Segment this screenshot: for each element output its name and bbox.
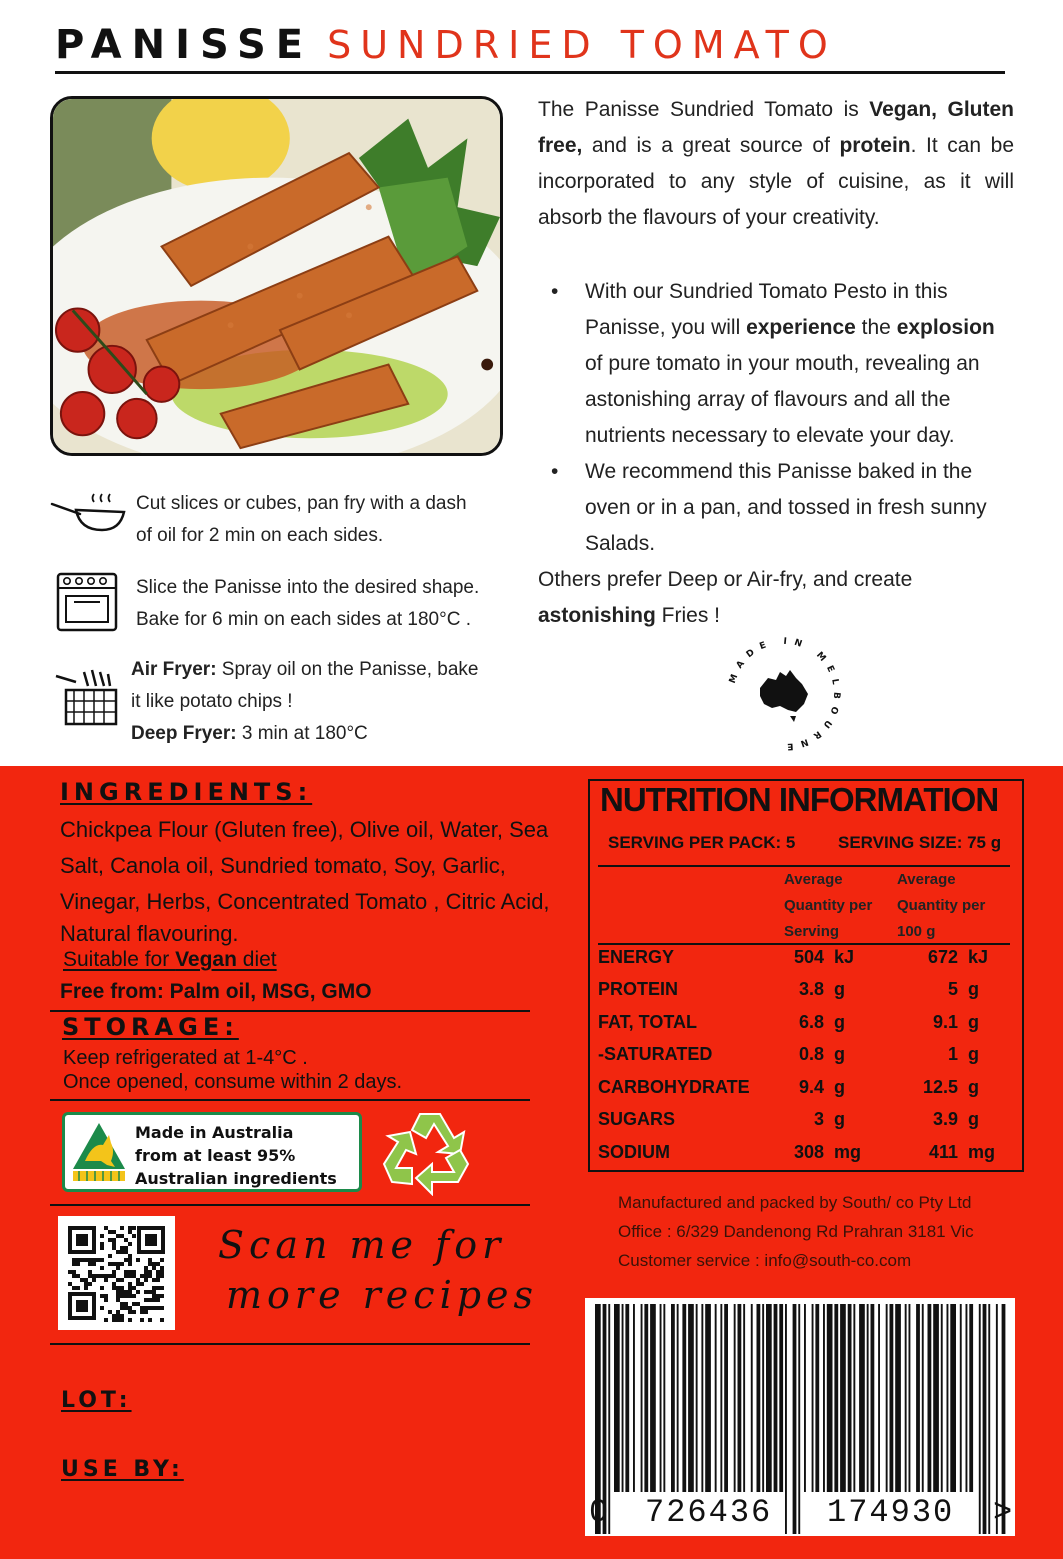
customer-service-line: Customer service : info@south-co.com bbox=[618, 1251, 912, 1270]
product-photo bbox=[50, 96, 503, 456]
serving-unit: g bbox=[834, 1109, 845, 1129]
flavour-title: SUNDRIED TOMATO bbox=[327, 23, 837, 67]
suitable-bold: Vegan bbox=[175, 948, 237, 971]
nutrition-row bbox=[598, 1073, 1010, 1105]
address-line: Office : 6/329 Dandenong Rd Prahran 3181 Vic bbox=[618, 1222, 974, 1241]
scan-message bbox=[218, 1220, 538, 1320]
header-line: Serving bbox=[784, 923, 840, 940]
origin-line: Made in Australia bbox=[135, 1123, 294, 1142]
per100-value: 5 bbox=[947, 979, 958, 999]
bullet-bold: experience bbox=[746, 316, 856, 339]
nutrition-row bbox=[598, 1138, 1010, 1170]
ingredients-line: Salt, Canola oil, Sundried tomato, Soy, Garlic, bbox=[60, 853, 506, 878]
barcode-digits-right: 174930 bbox=[827, 1494, 955, 1531]
barcode-digits-left: 726436 bbox=[645, 1494, 773, 1531]
fries-bold: astonishing bbox=[538, 604, 656, 627]
serving-unit: kJ bbox=[834, 947, 855, 967]
per100-unit: g bbox=[968, 1044, 979, 1064]
per100-unit: g bbox=[968, 1012, 979, 1032]
bullet-text: We recommend this Panisse baked in the oven or in a pan, and tossed in fresh sunny Salads. bbox=[585, 460, 987, 555]
nutrient-name: ENERGY bbox=[598, 947, 675, 967]
header-line: 100 g bbox=[897, 923, 936, 940]
made-in-melbourne-badge bbox=[724, 634, 844, 754]
per100-column-header bbox=[897, 867, 1013, 945]
free-from: Free from: Palm oil, MSG, GMO bbox=[60, 980, 372, 1003]
scan-line: more recipes bbox=[226, 1273, 539, 1317]
bullet-dot: • bbox=[551, 460, 559, 483]
origin-text bbox=[135, 1121, 337, 1190]
suitable-text: Suitable for bbox=[63, 948, 176, 971]
ingredients-line: Natural flavouring. bbox=[60, 921, 239, 946]
air-fryer-line: it like potato chips ! bbox=[131, 691, 293, 712]
recycle-icon bbox=[382, 1108, 478, 1196]
serving-unit: g bbox=[834, 1077, 845, 1097]
serving-value: 308 bbox=[793, 1142, 824, 1162]
header-line: Quantity per bbox=[897, 897, 986, 914]
fries-text: Fries ! bbox=[655, 604, 721, 627]
made-in-australia-badge bbox=[62, 1112, 362, 1192]
per100-value: 672 bbox=[927, 947, 958, 967]
serving-value: 3 bbox=[813, 1109, 824, 1129]
manufacturer-line: Manufactured and packed by South/ co Pty Ltd bbox=[618, 1193, 972, 1212]
ingredients-line: Chickpea Flour (Gluten free), Olive oil, Water, Sea bbox=[60, 817, 549, 842]
divider bbox=[50, 1099, 530, 1101]
divider bbox=[50, 1010, 530, 1012]
feature-list bbox=[545, 274, 1015, 562]
ingredients-list bbox=[60, 812, 580, 948]
nutrition-row bbox=[598, 1105, 1010, 1137]
nutrition-row bbox=[598, 975, 1010, 1007]
fryer-instructions bbox=[131, 654, 511, 750]
nutrient-name: FAT, TOTAL bbox=[598, 1012, 697, 1032]
australia-map-icon bbox=[760, 670, 808, 712]
serving-value: 9.4 bbox=[798, 1077, 824, 1097]
lot-label: LOT: bbox=[61, 1388, 132, 1413]
air-fryer-line bbox=[131, 654, 511, 686]
serving-value: 6.8 bbox=[798, 1012, 824, 1032]
barcode-arrow: > bbox=[993, 1494, 1015, 1531]
bullet-text: the bbox=[855, 316, 897, 339]
use-by-label: USE BY: bbox=[61, 1457, 184, 1482]
header-line: Quantity per bbox=[784, 897, 873, 914]
per100-unit: g bbox=[968, 1077, 979, 1097]
pan-line: of oil for 2 min on each sides. bbox=[136, 525, 384, 546]
origin-line: from at least 95% bbox=[135, 1146, 296, 1165]
desc-text: . It can be incorporated to any style of cuisine, as it will absorb the flavours of your creativity. bbox=[538, 134, 1014, 229]
oven-instructions bbox=[136, 572, 526, 636]
desc-bold-vegan: Vegan, Gluten free, bbox=[538, 98, 1015, 157]
qr-code-graphic bbox=[58, 1216, 175, 1330]
bullet-text: With our Sundried Tomato Pesto in this Panisse, you will bbox=[585, 280, 948, 339]
per100-value: 411 bbox=[928, 1142, 958, 1162]
divider bbox=[50, 1343, 530, 1345]
storage-title: STORAGE: bbox=[62, 1013, 239, 1041]
barcode-icon bbox=[585, 1298, 1015, 1536]
nutrient-name: CARBOHYDRATE bbox=[598, 1077, 750, 1097]
serving-unit: g bbox=[834, 979, 845, 999]
header-line: Average bbox=[784, 871, 843, 888]
serving-value: 0.8 bbox=[798, 1044, 824, 1064]
air-fryer-text: Spray oil on the Panisse, bake bbox=[216, 659, 479, 680]
divider bbox=[50, 1204, 530, 1206]
storage-text bbox=[63, 1046, 402, 1094]
per100-value: 3.9 bbox=[932, 1109, 958, 1129]
air-fryer-label: Air Fryer: bbox=[131, 659, 217, 680]
nutrient-name: SUGARS bbox=[598, 1109, 676, 1129]
serving-unit: g bbox=[834, 1044, 845, 1064]
nutrition-row bbox=[598, 943, 1010, 975]
list-item bbox=[545, 454, 1015, 562]
page-header bbox=[55, 20, 1005, 74]
fries-text: Others prefer Deep or Air-fry, and create bbox=[538, 568, 913, 591]
bullet-text: of pure tomato in your mouth, revealing an astonishing array of flavours and all the nutrients necessary to elevate your day. bbox=[585, 352, 980, 447]
oven-icon bbox=[56, 572, 118, 632]
desc-bold-protein: protein bbox=[839, 134, 911, 157]
manufacturer-info bbox=[618, 1188, 1018, 1275]
product-description bbox=[538, 92, 1014, 236]
oven-line: Slice the Panisse into the desired shape. bbox=[136, 577, 480, 598]
nutrition-title: NUTRITION INFORMATION bbox=[600, 781, 999, 818]
ingredients-title: INGREDIENTS: bbox=[60, 778, 313, 806]
serving-per-pack: SERVING PER PACK: 5 bbox=[608, 833, 796, 852]
nutrition-row bbox=[598, 1040, 1010, 1072]
barcode-digit: 0 bbox=[589, 1494, 611, 1531]
per100-value: 1 bbox=[947, 1044, 958, 1064]
storage-line: Once opened, consume within 2 days. bbox=[63, 1071, 403, 1093]
nutrient-name: -SATURATED bbox=[598, 1044, 713, 1064]
bullet-dot: • bbox=[551, 280, 559, 303]
pan-line: Cut slices or cubes, pan fry with a dash bbox=[136, 493, 467, 514]
serving-unit: g bbox=[834, 1012, 845, 1032]
per100-value: 9.1 bbox=[932, 1012, 958, 1032]
per100-unit: g bbox=[968, 1109, 979, 1129]
scan-line: Scan me for bbox=[218, 1223, 506, 1267]
nutrition-row bbox=[598, 1008, 1010, 1040]
nutrient-name: PROTEIN bbox=[598, 979, 679, 999]
frying-pan-icon bbox=[50, 490, 126, 536]
list-item bbox=[545, 274, 1015, 454]
nutrient-name: SODIUM bbox=[598, 1142, 670, 1162]
deep-fryer-label: Deep Fryer: bbox=[131, 723, 237, 744]
serving-value: 3.8 bbox=[798, 979, 824, 999]
origin-line: Australian ingredients bbox=[135, 1169, 337, 1188]
per100-unit: g bbox=[968, 979, 979, 999]
storage-line: Keep refrigerated at 1-4°C . bbox=[63, 1047, 308, 1069]
per100-unit: kJ bbox=[968, 947, 989, 967]
serving-size: SERVING SIZE: 75 g bbox=[838, 833, 1002, 852]
nutrition-panel bbox=[588, 779, 1024, 1172]
suitable-text: diet bbox=[236, 948, 277, 971]
air-fryer-basket-icon bbox=[54, 668, 120, 730]
header-line: Average bbox=[897, 871, 956, 888]
qr-code-icon[interactable] bbox=[58, 1216, 175, 1330]
serving-value: 504 bbox=[793, 947, 824, 967]
serving-unit: mg bbox=[834, 1142, 861, 1162]
desc-text: and is a great source of bbox=[582, 134, 840, 157]
deep-fryer-line bbox=[131, 718, 511, 750]
badge-text: MADE IN MELBOURNE bbox=[727, 636, 842, 752]
deep-fryer-text: 3 min at 180°C bbox=[236, 723, 368, 744]
serving-column-header bbox=[784, 867, 900, 945]
bullet-bold: explosion bbox=[896, 316, 995, 339]
brand-title: PANISSE bbox=[55, 22, 314, 68]
oven-line: Bake for 6 min on each sides at 180°C . bbox=[136, 609, 472, 630]
kangaroo-logo-icon bbox=[71, 1121, 127, 1183]
vegan-suitability bbox=[63, 948, 277, 972]
ingredients-line: Vinegar, Herbs, Concentrated Tomato , Citric Acid, bbox=[60, 889, 550, 914]
desc-text: The Panisse Sundried Tomato is bbox=[538, 98, 870, 121]
per100-value: 12.5 bbox=[922, 1077, 958, 1097]
fries-note bbox=[538, 562, 1014, 634]
pan-instructions bbox=[136, 488, 516, 552]
per100-unit: mg bbox=[968, 1142, 995, 1162]
